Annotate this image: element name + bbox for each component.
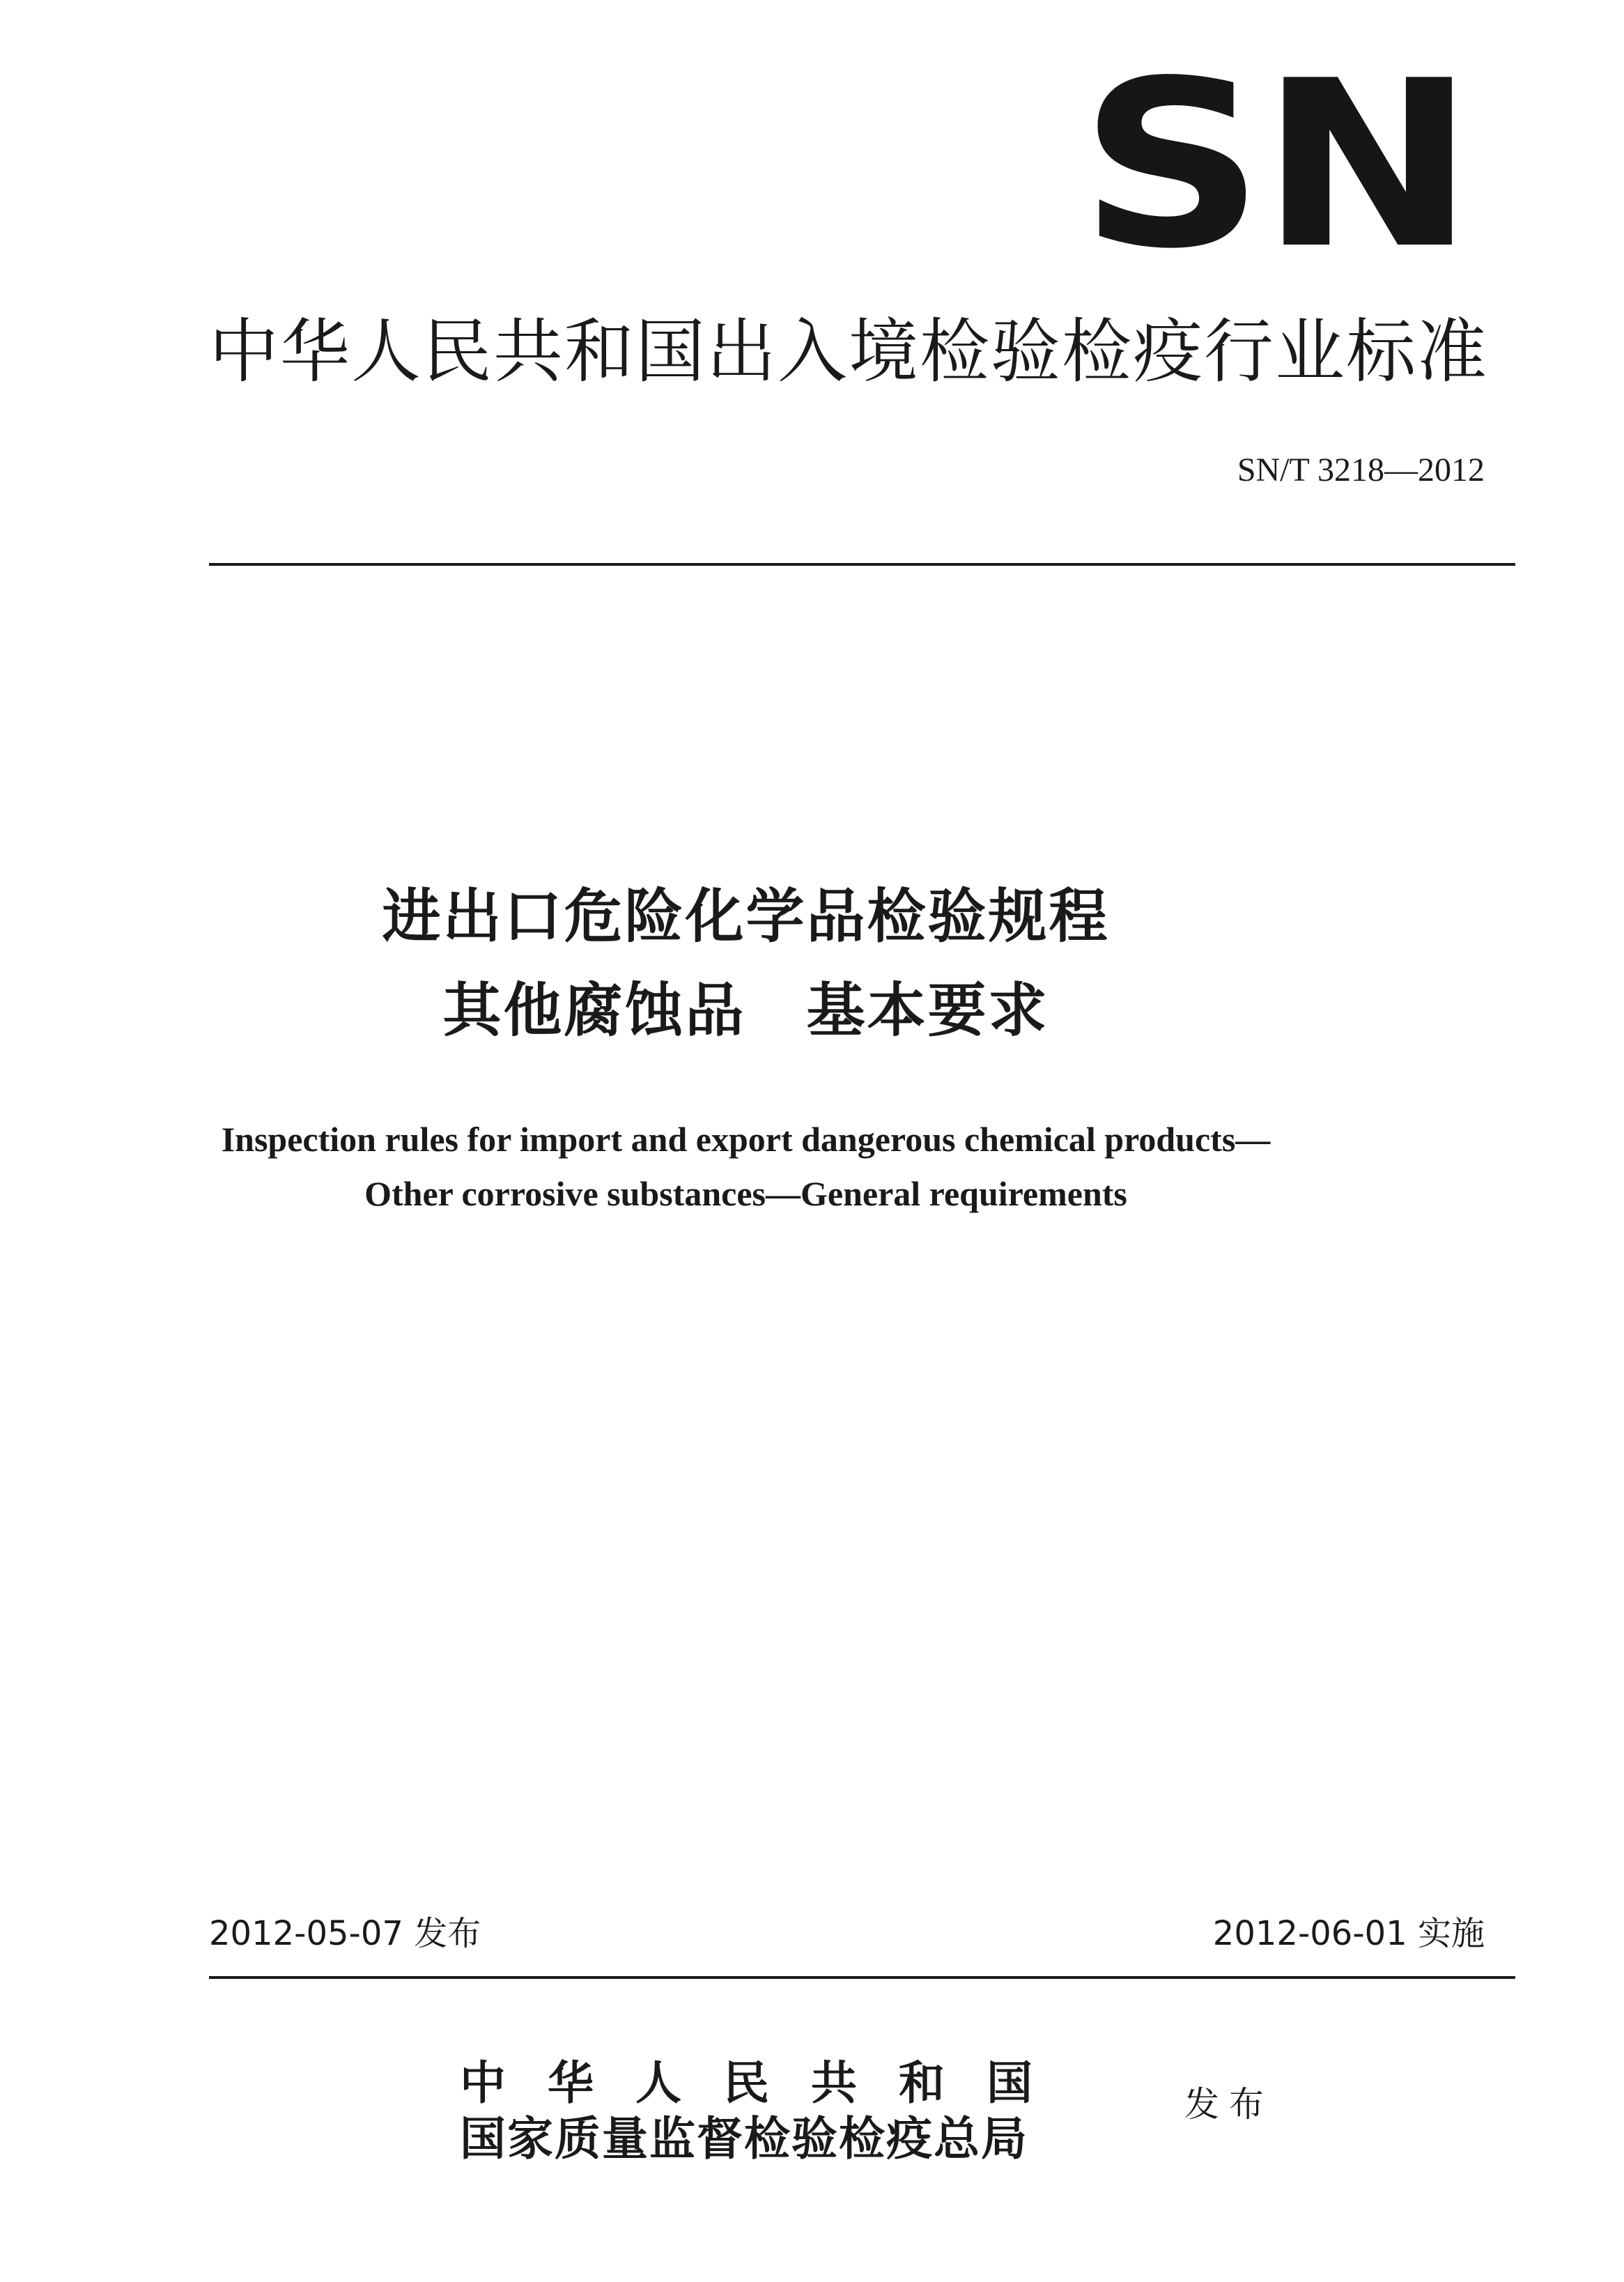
issue-date: 2012-05-07 发布	[209, 1914, 481, 1953]
issuer-line1: 中华人民共和国	[460, 2056, 1074, 2110]
publish-label: 发布	[1184, 2084, 1274, 2125]
standard-number: SN/T 3218—2012	[1237, 452, 1485, 488]
issuer-line2: 国家质量监督检验检疫总局	[460, 2111, 1028, 2166]
title-en-line2: Other corrosive substances—General requirements	[364, 1174, 1127, 1213]
title-en-line1: Inspection rules for import and export dangerous chemical products—	[221, 1120, 1271, 1159]
title-cn-line1: 进出口危险化学品检验规程	[382, 882, 1110, 950]
implementation-date: 2012-06-01 实施	[1212, 1914, 1485, 1953]
title-cn-line2: 其他腐蚀品 基本要求	[442, 976, 1049, 1044]
top-divider	[209, 563, 1515, 566]
industry-standard-title: 中华人民共和国出入境检验检疫行业标准	[209, 311, 1488, 392]
bottom-divider	[209, 1976, 1515, 1979]
sn-logo: SN	[1078, 31, 1471, 299]
